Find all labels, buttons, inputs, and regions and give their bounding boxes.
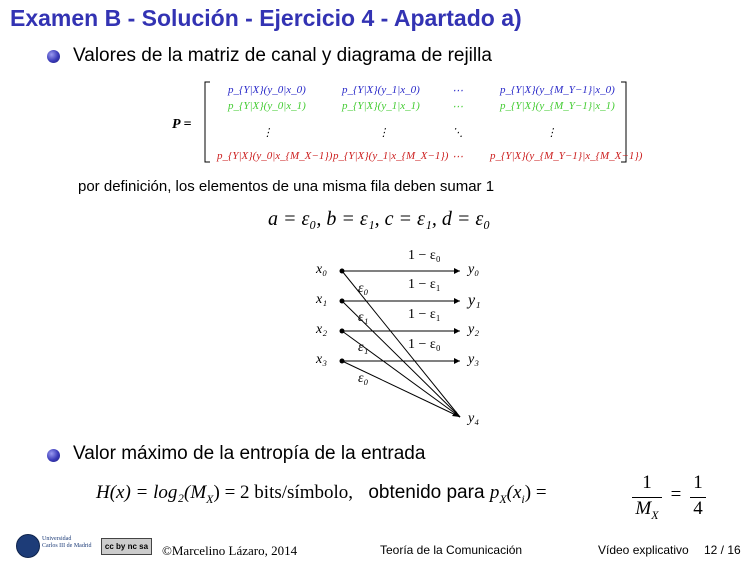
bullet-icon xyxy=(47,449,60,462)
frac1-den-text: M xyxy=(635,498,652,519)
node-x2 xyxy=(340,329,345,334)
matrix-cell: ⋮ xyxy=(262,127,273,139)
input-label-x2: x₂ xyxy=(316,322,328,337)
matrix-cell: p_{Y|X}(y_1|x_{M_X−1}) xyxy=(333,150,449,162)
edge-label-1: 1 − ε₀ xyxy=(408,248,441,263)
output-label-y2: y₂ xyxy=(468,322,480,337)
cross-label-3: ε₁ xyxy=(358,340,369,355)
px-sub: X xyxy=(499,491,507,506)
arrow-y2 xyxy=(454,328,460,334)
px-i: i xyxy=(521,491,525,506)
bullet-matrix-text: Valores de la matriz de canal y diagrama de rejilla xyxy=(73,45,492,66)
matrix-cell: p_{Y|X}(y_0|x_1) xyxy=(228,100,306,112)
output-label-y4: y₄ xyxy=(468,411,480,426)
footer-section: Vídeo explicativo xyxy=(598,543,689,557)
matrix-cell: p_{Y|X}(y_1|x_0) xyxy=(342,84,420,96)
matrix-cell: ⋮ xyxy=(378,127,389,139)
matrix-cell: ⋱ xyxy=(452,127,463,139)
matrix-label: P = xyxy=(172,117,192,132)
footer-course: Teoría de la Comunicación xyxy=(380,543,523,557)
frac1-den-sub: X xyxy=(651,507,659,522)
edge-label-4: 1 − ε₀ xyxy=(408,337,441,352)
node-x3 xyxy=(340,359,345,364)
px-symbol: p xyxy=(489,482,500,503)
px-rest: (x xyxy=(506,482,522,503)
node-x0 xyxy=(340,269,345,274)
matrix-cell: p_{Y|X}(y_1|x_1) xyxy=(342,100,420,112)
input-label-x0: x₀ xyxy=(316,262,328,277)
frac1-num: 1 xyxy=(642,472,652,493)
note-text: por definición, los elementos de una misma fila deben sumar 1 xyxy=(78,178,495,195)
output-label-y3: y₃ xyxy=(468,352,480,367)
entropy-lhs: H(x) = log₂(M xyxy=(96,482,207,503)
slide-title: Examen B - Solución - Ejercicio 4 - Apartado a) xyxy=(10,5,522,31)
matrix-cell: p_{Y|X}(y_0|x_{M_X−1}) xyxy=(217,150,333,162)
matrix-cell: p_{Y|X}(y_{M_Y−1}|x_1) xyxy=(500,100,615,112)
parameter-equation: a = ε₀, b = ε₁, c = ε₁, d = ε₀ xyxy=(268,208,491,230)
input-label-x3: x₃ xyxy=(316,352,328,367)
matrix-cell: ⋯ xyxy=(452,85,463,97)
arrow-y3 xyxy=(454,358,460,364)
logo-text-1: Universidad xyxy=(42,536,72,542)
matrix-cell: p_{Y|X}(y_{M_Y−1}|x_0) xyxy=(500,84,615,96)
footer-page: 12 / 16 xyxy=(704,543,741,557)
frac1-den xyxy=(630,498,664,523)
logo-text-2: Carlos III de Madrid xyxy=(42,543,92,549)
university-logo-text xyxy=(42,536,92,550)
edge-label-2: 1 − ε₁ xyxy=(408,277,441,292)
arrow-y0 xyxy=(454,268,460,274)
edge-x3-y4 xyxy=(342,361,460,417)
edge-label-3: 1 − ε₁ xyxy=(408,307,441,322)
entropy-lhs-rest: ) = 2 bits/símbolo, xyxy=(213,482,354,503)
arrow-y1 xyxy=(454,298,460,304)
frac2-den: 4 xyxy=(693,498,703,519)
node-x1 xyxy=(340,299,345,304)
input-label-x1: x₁ xyxy=(316,292,328,307)
frac-equals: = xyxy=(670,484,682,505)
output-label-y1: y₁ xyxy=(468,292,481,309)
university-logo-icon xyxy=(16,534,40,558)
output-label-y0: y₀ xyxy=(468,262,480,277)
footer-author: ©Marcelino Lázaro, 2014 xyxy=(162,543,298,558)
cross-label-4: ε₀ xyxy=(358,371,369,386)
entropy-text: obtenido para xyxy=(368,482,485,503)
entropy-formula xyxy=(96,482,547,507)
cross-label-1: ε₀ xyxy=(358,281,369,296)
bullet-entropy-text: Valor máximo de la entropía de la entrada xyxy=(73,443,426,464)
px-end: ) = xyxy=(524,482,547,503)
matrix-cell: ⋯ xyxy=(452,151,463,163)
entropy-lhs-sub: X xyxy=(206,491,214,506)
matrix-cell: ⋮ xyxy=(546,127,557,139)
matrix-cell: p_{Y|X}(y_0|x_0) xyxy=(228,84,306,96)
frac2-num: 1 xyxy=(693,472,703,493)
matrix-cell: ⋯ xyxy=(452,101,463,113)
matrix-cell: p_{Y|X}(y_{M_Y−1}|x_{M_X−1}) xyxy=(490,150,643,162)
cc-license-badge[interactable]: cc by nc sa xyxy=(101,538,152,555)
cross-label-2: ε₁ xyxy=(358,310,369,325)
